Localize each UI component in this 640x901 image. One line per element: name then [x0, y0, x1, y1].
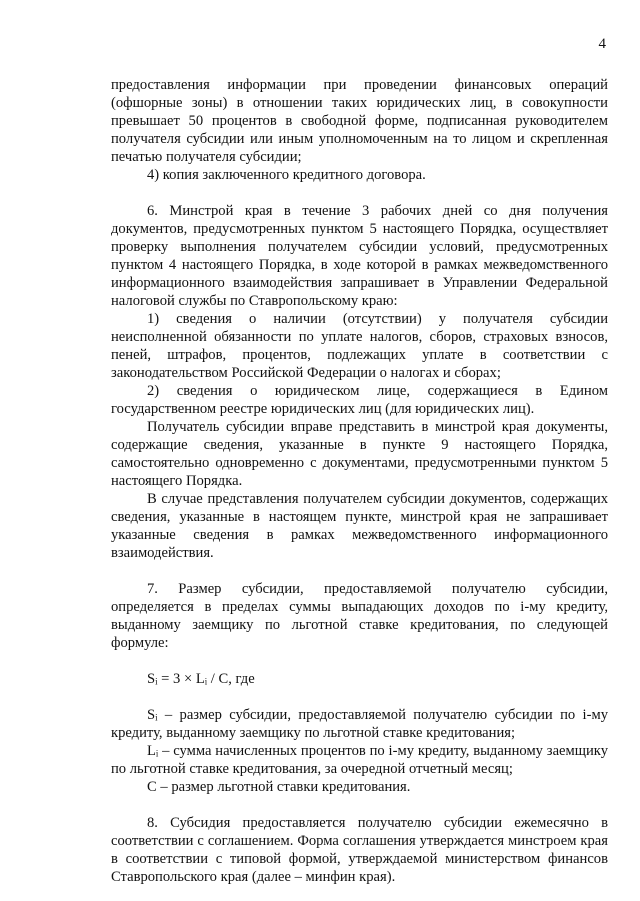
definition-s: Sᵢ – размер субсидии, предоставляемой получателю субсидии по i-му кредиту, выданному заемщику по льготной ставке кредитования; — [111, 707, 608, 741]
section-7-paragraph: 7. Размер субсидии, предоставляемой получателю субсидии, определяется в пределах суммы выпадающих доходов по i-му кредиту, выданному заемщику по льготной ставке кредитования, по следующей формуле: — [111, 581, 608, 651]
document-body — [111, 76, 608, 886]
paragraph-continuation: предоставления информации при проведении финансовых операций (офшорные зоны) в отношении таких юридических лиц, в совокупности превышает 50 процентов в свободной форме, подписанная руководителем получателя субсидии или иным уполномоченным на то лицом и скрепленная печатью получателя субсидии; — [111, 77, 608, 165]
definition-l: Lᵢ – сумма начисленных процентов по i-му кредиту, выданному заемщику по льготной ставке кредитования, за очередной отчетный месяц; — [111, 743, 608, 777]
paragraph-no-request: В случае представления получателем субсидии документов, содержащих сведения, указанные в настоящем пункте, минстрой края не запрашивает указанные сведения в рамках межведомственного информационного взаимодействия. — [111, 491, 608, 561]
section-6-paragraph: 6. Минстрой края в течение 3 рабочих дней со дня получения документов, предусмотренных пунктом 5 настоящего Порядка, осуществляет проверку выполнения получателем субсидии условий, предусмотренных пунктом 4 настоящего Порядка, в ходе которой в рамках межведомственного информационного взаимодействия запрашивает в Управлении Федеральной налоговой службы по Ставропольскому краю: — [111, 203, 608, 309]
list-item-1: 1) сведения о наличии (отсутствии) у получателя субсидии неисполненной обязанности по уплате налогов, сборов, страховых взносов, пеней, штрафов, процентов, подлежащих уплате в соответствии с законодательством Российской Федерации о налогах и сборах; — [111, 311, 608, 381]
page-number: 4 — [598, 36, 606, 52]
subsidy-formula: Sᵢ = 3 × Lᵢ / C, где — [147, 671, 255, 687]
section-8-paragraph: 8. Субсидия предоставляется получателю субсидии ежемесячно в соответствии с соглашением. Форма соглашения утверждается минстроем края в соответствии с типовой формой, утверждаемой министерством финансов Ставропольского края (далее – минфин края). — [111, 815, 608, 885]
paragraph-recipient-right: Получатель субсидии вправе представить в минстрой края документы, содержащие сведения, указанные в пункте 9 настоящего Порядка, самостоятельно одновременно с документами, предусмотренными пунктом 5 настоящего Порядка. — [111, 419, 608, 489]
list-item-2: 2) сведения о юридическом лице, содержащиеся в Едином государственном реестре юридических лиц (для юридических лиц). — [111, 383, 608, 417]
list-item-4: 4) копия заключенного кредитного договора. — [147, 167, 426, 183]
definition-c: C – размер льготной ставки кредитования. — [147, 779, 411, 795]
